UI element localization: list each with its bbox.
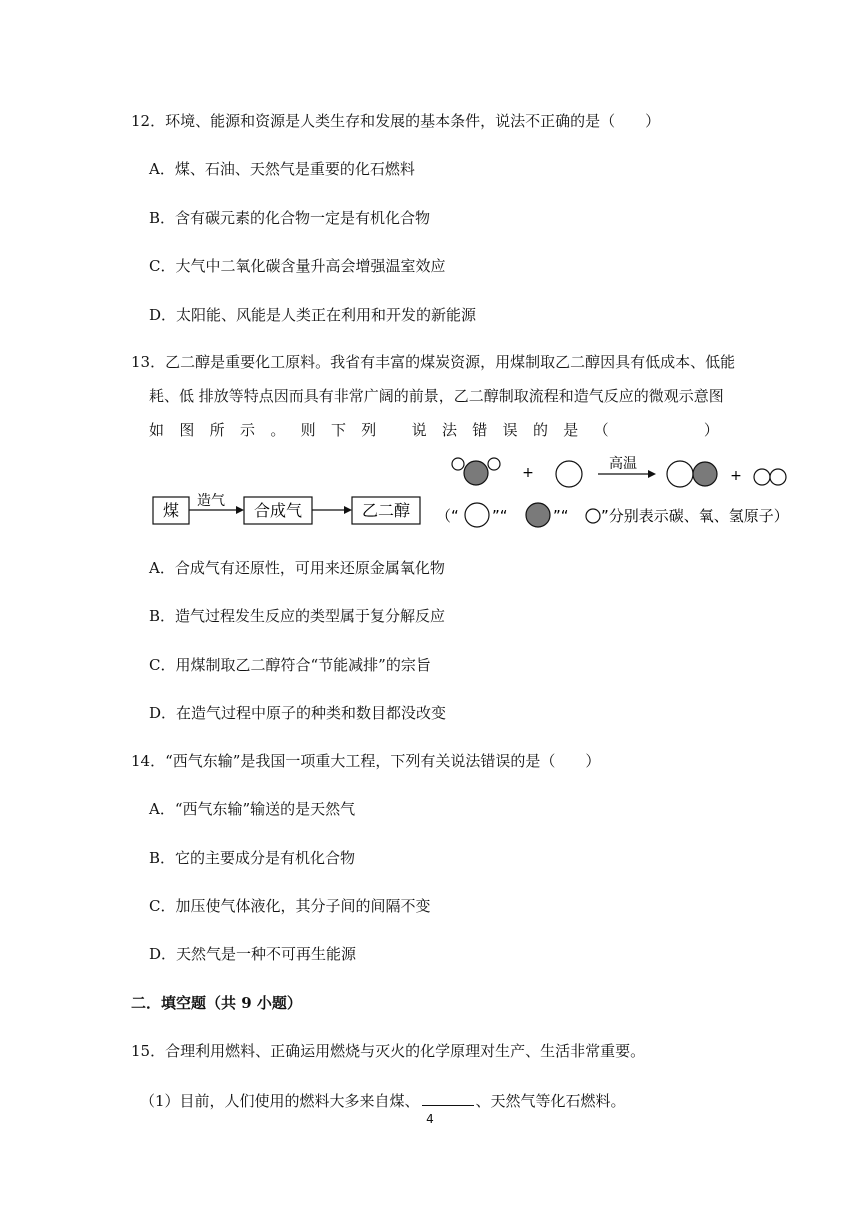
q13-word: 法 (441, 421, 457, 439)
q13-word: 示 (239, 421, 255, 439)
q13-stem-line2: 耗、低 排放等特点因而具有非常广阔的前景，乙二醇制取流程和造气反应的微观示意图 (149, 387, 724, 405)
q13-word: 图 (179, 421, 195, 439)
q12-option-b: B．含有碳元素的化合物一定是有机化合物 (149, 209, 431, 227)
h2-atom-left (754, 469, 770, 485)
q13-word: 如 (149, 421, 165, 439)
q15-stem: 15．合理利用燃料、正确运用燃烧与灭火的化学原理对生产、生活非常重要。 (131, 1042, 646, 1060)
q13-word: 所 (209, 421, 225, 439)
water-h-atom-left (452, 458, 464, 470)
reaction-condition: 高温 (609, 456, 637, 472)
q13-word: 则 (300, 421, 316, 439)
q13-option-b: B．造气过程发生反应的类型属于复分解反应 (149, 607, 446, 625)
q15-sub1-before: （1）目前，人们使用的燃料大多来自煤、 (140, 1092, 420, 1110)
legend-sep: ”“ (553, 507, 569, 525)
q12-option-c: C．大气中二氧化碳含量升高会增强温室效应 (149, 257, 446, 275)
q14-option-c: C．加压使气体液化，其分子间的间隔不变 (149, 897, 431, 915)
q13-word: 说 (411, 421, 427, 439)
q13-word: ） (703, 421, 719, 439)
plus-sign: + (730, 468, 742, 484)
legend-hydrogen-icon (586, 509, 600, 523)
q13-word: 。 (270, 421, 286, 439)
co-oxygen-atom (693, 462, 717, 486)
legend-oxygen-icon (526, 503, 550, 527)
water-h-atom-right (488, 458, 500, 470)
q12-option-d: D．太阳能、风能是人类正在利用和开发的新能源 (149, 306, 477, 324)
q12-stem: 12．环境、能源和资源是人类生存和发展的基本条件，说法不正确的是（ ） (131, 112, 661, 130)
q15-sub1-after: 、天然气等化石燃料。 (475, 1092, 626, 1110)
carbon-atom (556, 461, 582, 487)
legend-open: （“ (436, 507, 459, 525)
page-number: 4 (426, 1112, 434, 1126)
q13-option-d: D．在造气过程中原子的种类和数目都没改变 (149, 704, 447, 722)
q13-word: 的 (532, 421, 548, 439)
q13-word: （ (593, 421, 609, 439)
q13-stem-line1: 13．乙二醇是重要化工原料。我省有丰富的煤炭资源，用煤制取乙二醇因具有低成本、低能 (131, 353, 736, 371)
flow-box-coal-label: 煤 (162, 501, 180, 520)
answer-blank[interactable] (422, 1089, 474, 1106)
q13-word: 是 (563, 421, 579, 439)
co-carbon-atom (667, 461, 693, 487)
arrow-head (344, 506, 352, 514)
arrow-head (236, 506, 244, 514)
q15-sub1 (140, 1089, 626, 1111)
q14-option-b: B．它的主要成分是有机化合物 (149, 849, 356, 867)
legend-sep: ”“ (492, 507, 508, 525)
q13-stem-line3 (149, 420, 719, 440)
q13-diagram (0, 447, 860, 547)
q12-option-a: A．煤、石油、天然气是重要的化石燃料 (149, 160, 415, 178)
q14-stem: 14．“西气东输”是我国一项重大工程，下列有关说法错误的是（ ） (131, 752, 601, 770)
water-o-atom (464, 461, 488, 485)
reaction-arrow-head (648, 470, 656, 478)
q14-option-d: D．天然气是一种不可再生能源 (149, 945, 357, 963)
q13-word: 错 (472, 421, 488, 439)
legend-carbon-icon (465, 503, 489, 527)
legend-text: ”分别表示碳、氧、氢原子） (601, 507, 789, 525)
arrow-label-zaoqi: 造气 (197, 493, 225, 509)
section-heading: 二．填空题（共 9 小题） (131, 994, 302, 1012)
q14-option-a: A．“西气东输”输送的是天然气 (149, 800, 356, 818)
q13-word: 下 (330, 421, 346, 439)
flow-box-syngas-label: 合成气 (253, 501, 303, 520)
q13-word: 误 (502, 421, 518, 439)
plus-sign: + (522, 465, 534, 481)
flow-box-glycol-label: 乙二醇 (361, 501, 411, 520)
q13-option-a: A．合成气有还原性，可用来还原金属氧化物 (149, 559, 445, 577)
q13-word: 列 (361, 421, 377, 439)
h2-atom-right (770, 469, 786, 485)
q13-option-c: C．用煤制取乙二醇符合“节能减排”的宗旨 (149, 656, 431, 674)
